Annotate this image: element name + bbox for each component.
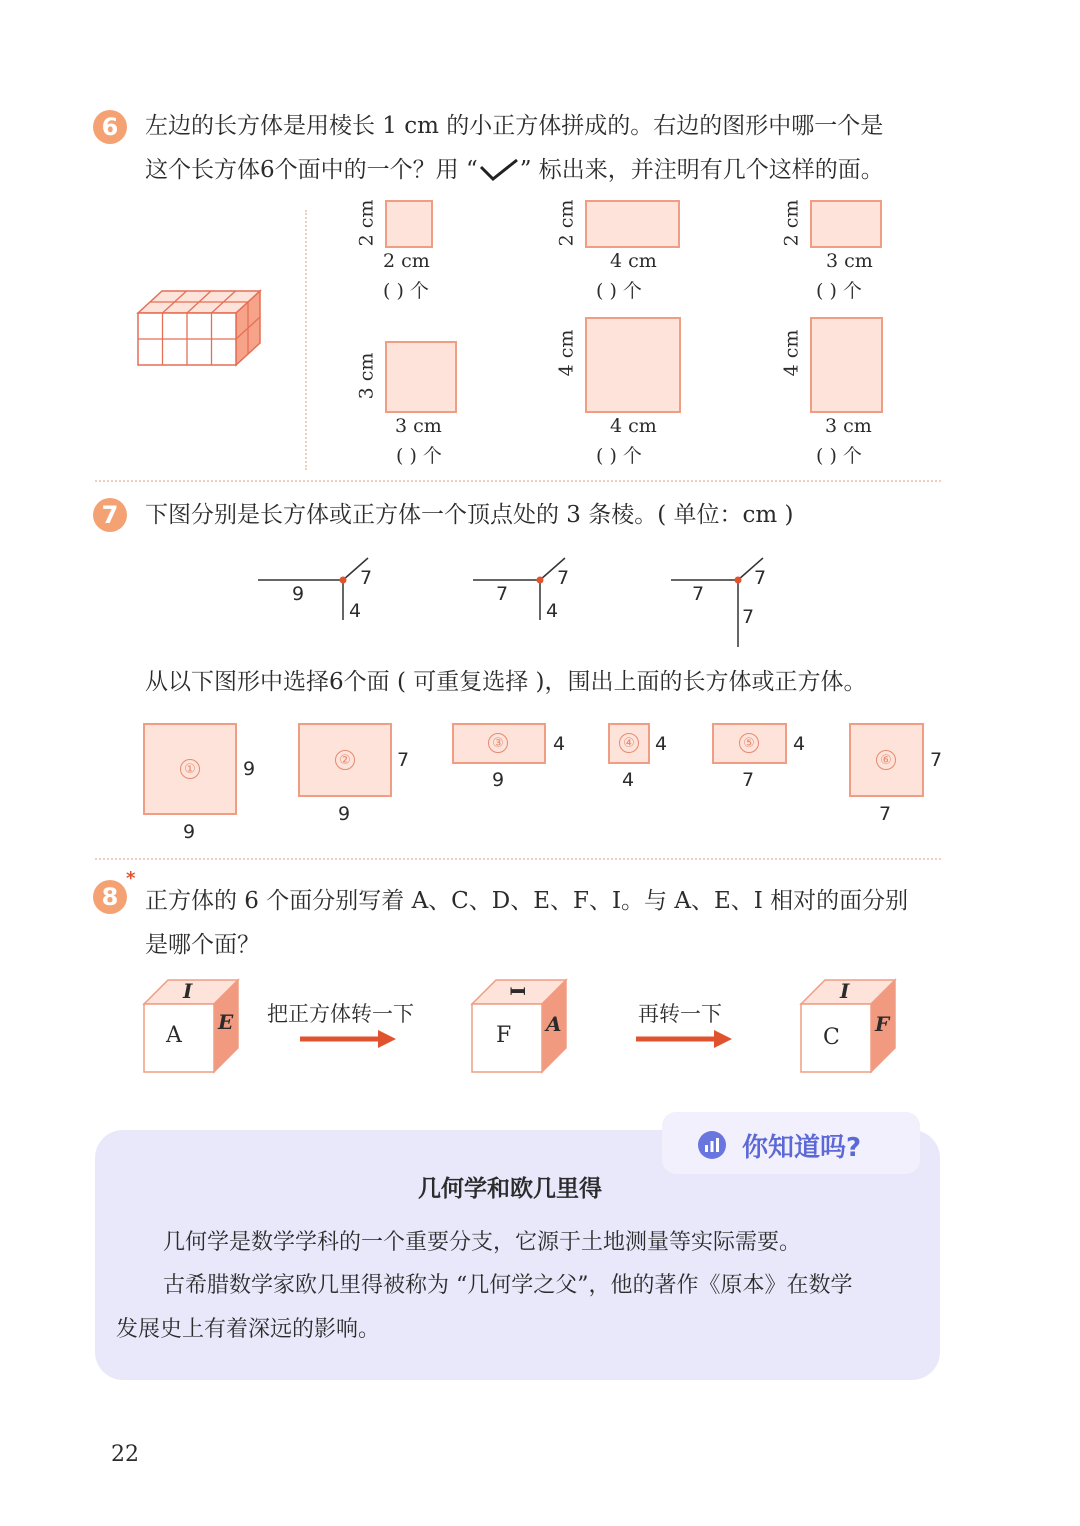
face-3-mark: ③ [488,733,508,753]
q7-badge: 7 [93,498,127,532]
face-6-bottom: 7 [879,803,892,825]
q6-option-6-side: 4 cm [780,329,803,377]
q6-option-6-count[interactable]: ( ) 个 [816,445,862,467]
face-4-mark: ④ [619,733,639,753]
q6-option-4-bottom: 3 cm [395,415,442,437]
q6-badge: 6 [93,110,127,144]
q6-option-2-rect[interactable] [585,200,680,248]
vertex-1-down-label: 4 [349,600,362,622]
face-3-bottom: 9 [492,769,505,791]
q6-line2-b: ” 标出来，并注明有几个这样的面。 [519,157,884,183]
vertex-2-diag-label: 7 [557,567,570,589]
face-1-mark: ① [180,759,200,779]
q6-option-5-count[interactable]: ( ) 个 [596,445,642,467]
q6-option-3-side: 2 cm [780,199,803,247]
face-6-side: 7 [930,749,943,771]
vertex-diagram-1 [255,555,395,625]
face-4-side: 4 [655,733,668,755]
q7-line2: 从以下图形中选择6个面 ( 可重复选择 )，围出上面的长方体或正方体。 [145,669,867,695]
cube-2-front: F [496,1023,512,1048]
face-2-bottom: 9 [338,803,351,825]
q6-line2-a: 这个长方体6个面中的一个？用 “ [145,157,478,183]
q6-line2 [145,148,884,192]
vertex-3-diag-label: 7 [754,567,767,589]
q8-star: * [126,868,136,889]
face-6-mark: ⑥ [876,750,896,770]
vertex-3-down-label: 7 [742,606,755,628]
q6-option-2-count[interactable]: ( ) 个 [596,280,642,302]
q8-line1: 正方体的 6 个面分别写着 A、C、D、E、F、I。与 A、E、I 相对的面分别 [145,888,909,914]
q6-option-6-rect[interactable] [810,317,883,413]
vertex-2-left-label: 7 [496,583,509,605]
q6-option-3-bottom: 3 cm [826,250,873,272]
vertex-diagram-3 [668,555,808,655]
chart-bars-icon [697,1130,727,1160]
q6-option-5-bottom: 4 cm [610,415,657,437]
q8-line2: 是哪个面？ [145,932,260,958]
section-divider-1 [95,480,941,482]
cube-1-side: E [218,1010,234,1034]
arrow-2-label: 再转一下 [638,1002,722,1026]
q6-option-5-rect[interactable] [585,317,681,413]
info-paragraph-1: 几何学是数学学科的一个重要分支，它源于土地测量等实际需要。 [163,1230,802,1255]
cube-3-top: I [840,979,850,1003]
arrow-right-icon [298,1028,398,1050]
vertex-diagram-2 [470,555,610,625]
cube-3-front: C [823,1025,840,1050]
page-number: 22 [111,1442,139,1467]
section-divider-2 [95,858,941,860]
face-3-side: 4 [553,733,566,755]
vertex-1-diag-label: 7 [360,567,373,589]
q8-badge: 8 [93,880,127,914]
q6-option-3-rect[interactable] [810,200,882,248]
q6-option-2-bottom: 4 cm [610,250,657,272]
q6-option-3-count[interactable]: ( ) 个 [816,280,862,302]
q7-line1: 下图分别是长方体或正方体一个顶点处的 3 条棱。( 单位：cm ) [145,502,794,528]
cuboid-figure [130,285,270,375]
face-2-side: 7 [397,749,410,771]
cube-1-front: A [166,1023,182,1048]
face-5-mark: ⑤ [739,733,759,753]
info-paragraph-3: 发展史上有着深远的影响。 [116,1317,381,1342]
face-4-bottom: 4 [622,769,635,791]
vertex-1-left-label: 9 [292,583,305,605]
q6-option-4-count[interactable]: ( ) 个 [396,445,442,467]
vertex-3-left-label: 7 [692,583,705,605]
q6-option-2-side: 2 cm [555,199,578,247]
face-2-mark: ② [335,750,355,770]
q6-option-4-rect[interactable] [385,341,457,413]
face-5-bottom: 7 [742,769,755,791]
vertex-2-down-label: 4 [546,600,559,622]
q6-option-5-side: 4 cm [555,329,578,377]
arrow-1-label: 把正方体转一下 [267,1002,414,1026]
cube-2-side: A [546,1012,562,1036]
q6-vertical-divider [305,210,307,470]
face-1-side: 9 [243,758,256,780]
info-paragraph-2: 古希腊数学家欧几里得被称为 “几何学之父”，他的著作《原本》在数学 [163,1273,853,1298]
face-5-side: 4 [793,733,806,755]
checkmark-icon [478,157,520,183]
q6-option-6-bottom: 3 cm [825,415,872,437]
cube-3-side: F [875,1012,890,1036]
face-1-bottom: 9 [183,821,196,843]
cube-1-top: I [183,979,193,1003]
cube-2-top: I [505,986,530,996]
q6-option-1-rect[interactable] [385,200,433,248]
q6-option-1-side: 2 cm [355,199,378,247]
q6-option-1-count[interactable]: ( ) 个 [383,280,429,302]
q6-line1: 左边的长方体是用棱长 1 cm 的小正方体拼成的。右边的图形中哪一个是 [145,113,884,139]
arrow-right-icon [634,1028,734,1050]
info-tab-label: 你知道吗? [742,1133,862,1163]
info-title: 几何学和欧几里得 [418,1175,602,1202]
q6-option-1-bottom: 2 cm [383,250,430,272]
q6-option-4-side: 3 cm [355,352,378,400]
